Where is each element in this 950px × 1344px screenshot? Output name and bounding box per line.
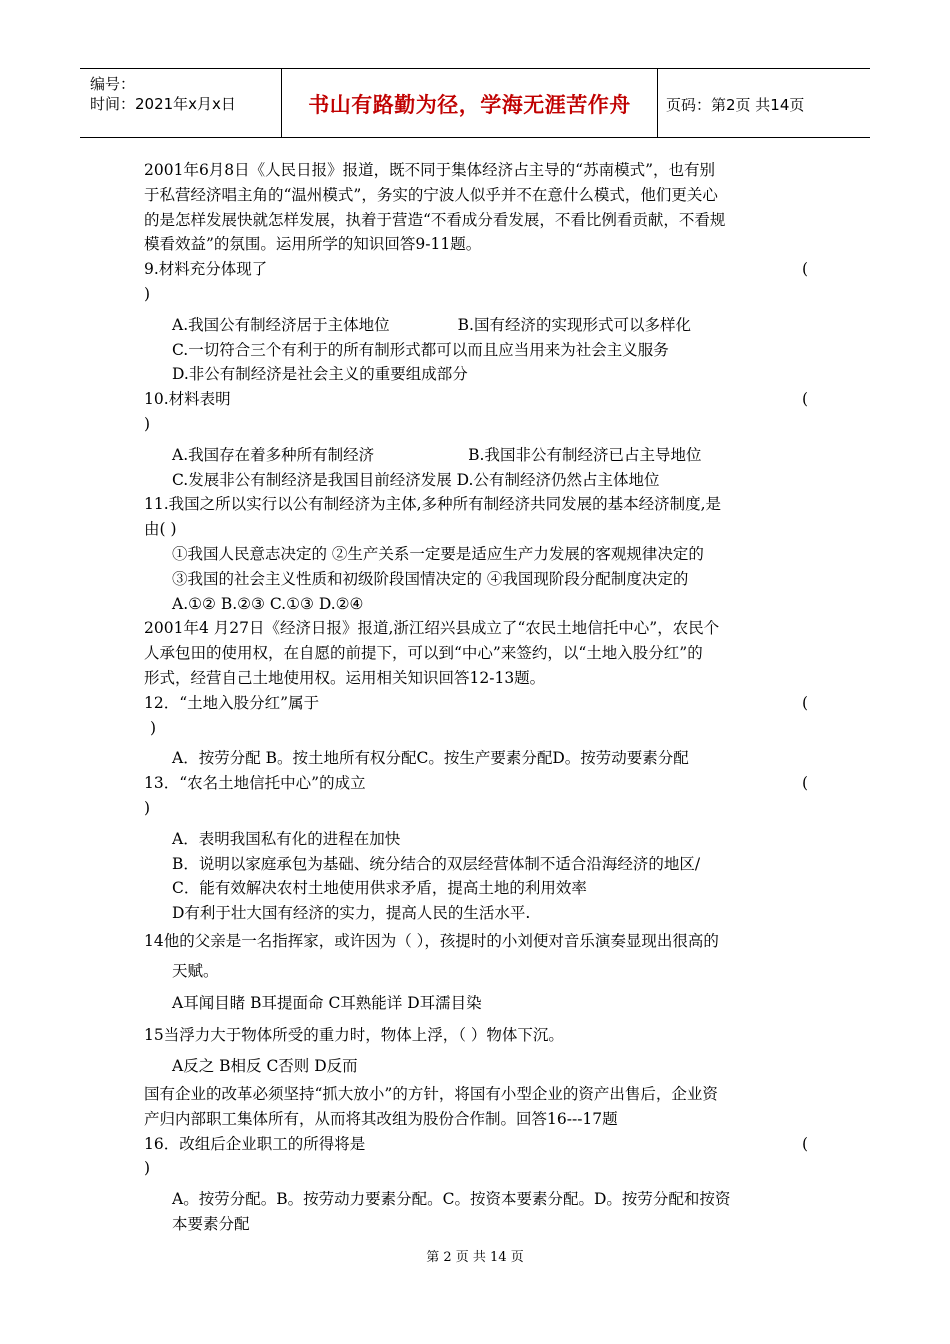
text-line: 2001年6月8日《人民日报》报道，既不同于集体经济占主导的“苏南模式”，也有别: [144, 161, 716, 179]
text-line: 于私营经济唱主角的“温州模式”，务实的宁波人似乎并不在意什么模式，他们更关心: [144, 185, 718, 204]
answer-paren: (: [801, 260, 808, 279]
document-body: [144, 158, 808, 1237]
option-c: C.一切符合三个有利于的所有制形式都可以而且应当用来为社会主义服务: [172, 340, 669, 359]
page-footer: 第 2 页 共 14 页: [426, 1250, 524, 1265]
option-a: A.我国存在着多种所有制经济: [172, 445, 375, 464]
doc-number-label: 编号：: [90, 75, 136, 93]
option-cd: C.发展非公有制经济是我国目前经济发展 D.公有制经济仍然占主体地位: [172, 470, 660, 489]
answer-paren: ): [144, 798, 151, 817]
question-text: 9.材料充分体现了: [144, 260, 268, 279]
header-motto: 书山有路勤为径，学海无涯苦作舟: [308, 93, 631, 117]
answer-paren: ): [150, 718, 157, 737]
text-line: 天赋。: [172, 961, 219, 980]
question-text: 16．改组后企业职工的所得将是: [144, 1134, 366, 1153]
question-text: 12．“土地入股分红”属于: [144, 693, 320, 712]
text-line: 国有企业的改革必须坚持“抓大放小”的方针，将国有小型企业的资产出售后，企业资: [144, 1084, 718, 1103]
option-a: A．表明我国私有化的进程在加快: [172, 829, 401, 848]
answer-paren: ): [144, 414, 151, 433]
question-13: [144, 771, 808, 796]
question-9: [144, 257, 808, 282]
option-d: D.非公有制经济是社会主义的重要组成部分: [172, 365, 468, 384]
option-line: A耳闻目睹 B耳提面命 C耳熟能详 D耳濡目染: [172, 993, 482, 1012]
header-meta: [80, 69, 282, 137]
answer-paren: (: [801, 390, 808, 409]
text-line: 的是怎样发展快就怎样发展，执着于营造“不看成分看发展，不看比例看贡献，不看规: [144, 210, 726, 229]
question-text: 10.材料表明: [144, 390, 231, 409]
text-line: 由( ): [144, 520, 177, 539]
answer-paren: ): [144, 284, 151, 303]
option-line: A．按劳分配 B。按土地所有权分配C。按生产要素分配D。按劳动要素分配: [172, 749, 689, 768]
option-line: [144, 313, 808, 338]
question-14: 14他的父亲是一名指挥家，或许因为（ ），孩提时的小刘便对音乐演奏显现出很高的: [144, 931, 719, 950]
option-line: [144, 443, 808, 468]
text-line: 人承包田的使用权，在自愿的前提下，可以到“中心”来签约，以“土地入股分红”的: [144, 644, 703, 663]
option-line: ①我国人民意志决定的 ②生产关系一定要是适应生产力发展的客观规律决定的: [172, 544, 704, 563]
option-line: A。按劳分配。B。按劳动力要素分配。C。按资本要素分配。D。按劳分配和按资: [172, 1190, 731, 1209]
text-line: 2001年4 月27日《经济日报》报道,浙江绍兴县成立了“农民土地信托中心”，农民个: [144, 619, 720, 638]
answer-paren: (: [801, 693, 808, 712]
option-b: B．说明以家庭承包为基础、统分结合的双层经营体制不适合沿海经济的地区/: [172, 854, 701, 873]
question-16: [144, 1132, 808, 1157]
option-line: A.①② B.②③ C.①③ D.②④: [172, 594, 364, 613]
header-page-info: 页码：第2页 共14页: [666, 96, 805, 114]
option-b: B.国有经济的实现形式可以多样化: [457, 315, 691, 334]
answer-paren: ): [144, 1159, 151, 1178]
question-12: [144, 691, 808, 716]
text-line: 形式，经营自己土地使用权。运用相关知识回答12-13题。: [144, 668, 546, 687]
page-header: [80, 68, 870, 138]
option-line: ③我国的社会主义性质和初级阶段国情决定的 ④我国现阶段分配制度决定的: [172, 569, 689, 588]
option-d: D有利于壮大国有经济的实力，提高人民的生活水平.: [172, 904, 531, 923]
question-text: 13．“农名土地信托中心”的成立: [144, 774, 366, 793]
question-15: 15当浮力大于物体所受的重力时，物体上浮，（ ）物体下沉。: [144, 1025, 564, 1044]
option-line: 本要素分配: [172, 1214, 250, 1233]
text-line: 模看效益”的氛围。运用所学的知识回答9-11题。: [144, 235, 482, 254]
header-motto-cell: [282, 69, 658, 137]
option-b: B.我国非公有制经济已占主导地位: [468, 445, 702, 464]
question-10: [144, 387, 808, 412]
answer-paren: (: [801, 1134, 808, 1153]
text-line: 产归内部职工集体所有，从而将其改组为股份合作制。回答16---17题: [144, 1109, 618, 1128]
option-c: C．能有效解决农村土地使用供求矛盾，提高土地的利用效率: [172, 879, 587, 898]
option-line: A反之 B相反 C否则 D反而: [172, 1056, 358, 1075]
question-11: 11.我国之所以实行以公有制经济为主体,多种所有制经济共同发展的基本经济制度,是: [144, 495, 722, 514]
option-a: A.我国公有制经济居于主体地位: [172, 315, 390, 334]
header-page-cell: [658, 69, 870, 137]
doc-time-label: 时间：2021年x月x日: [90, 95, 236, 113]
answer-paren: (: [801, 774, 808, 793]
